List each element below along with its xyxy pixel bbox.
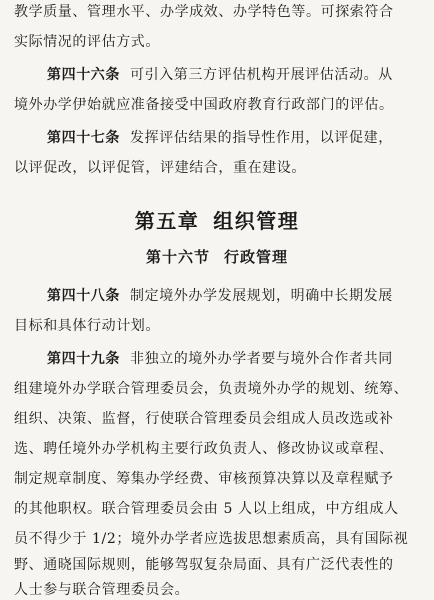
article-48-line-1 xyxy=(47,286,393,306)
article-47-label: 第四十七条 xyxy=(47,130,120,146)
article-49-label: 第四十九条 xyxy=(47,351,120,367)
article-47-line-1 xyxy=(47,128,393,148)
article-47-line-2: 以评促改，以评促管，评建结合，重在建设。 xyxy=(14,160,306,176)
article-49-line-8: 野、通晓国际规则，能够驾驭复杂局面、具有广泛代表性的 xyxy=(14,557,394,573)
article-49-line-3: 组织、决策、监督，行使联合管理委员会组成人员改选或补 xyxy=(14,411,394,427)
article-46-line-1 xyxy=(47,65,393,85)
article-46-label: 第四十六条 xyxy=(47,67,120,83)
article-49-text: 非独立的境外办学者要与境外合作者共同 xyxy=(130,351,393,367)
chapter-number: 第五章 xyxy=(134,209,200,233)
article-48-text: 制定境外办学发展规划，明确中长期发展 xyxy=(130,288,393,304)
section-title: 行政管理 xyxy=(224,248,289,266)
chapter-heading xyxy=(0,205,434,234)
article-49-line-5: 制定规章制度、筹集办学经费、审核预算决算以及章程赋予 xyxy=(14,471,394,487)
article-46-text: 可引入第三方评估机构开展评估活动。从 xyxy=(130,67,393,83)
article-49-line-6: 的其他职权。联合管理委员会由 5 人以上组成，中方组成人 xyxy=(14,501,399,517)
article-46-line-2: 境外办学伊始就应准备接受中国政府教育行政部门的评估。 xyxy=(14,97,394,113)
article-48-line-2: 目标和具体行动计划。 xyxy=(14,318,160,334)
article-47-text: 发挥评估结果的指导性作用，以评促建， xyxy=(130,130,393,146)
article-45-line-2: 实际情况的评估方式。 xyxy=(14,34,160,50)
article-49-line-9: 人士参与联合管理委员会。 xyxy=(14,582,190,598)
article-49-line-1 xyxy=(47,349,393,369)
article-49-line-4: 选、聘任境外办学机构主要行政负责人、修改协议或章程、 xyxy=(14,441,394,457)
article-49-line-7: 员不得少于 1/2；境外办学者应选拔思想素质高，具有国际视 xyxy=(14,531,409,547)
chapter-title: 组织管理 xyxy=(213,209,300,233)
article-48-label: 第四十八条 xyxy=(47,288,120,304)
article-49-line-2: 组建境外办学联合管理委员会，负责境外办学的规划、统筹、 xyxy=(14,381,409,397)
article-45-line-1: 教学质量、管理水平、办学成效、办学特色等。可探索符合 xyxy=(14,4,394,20)
section-heading xyxy=(0,246,434,267)
section-number: 第十六节 xyxy=(145,248,210,266)
